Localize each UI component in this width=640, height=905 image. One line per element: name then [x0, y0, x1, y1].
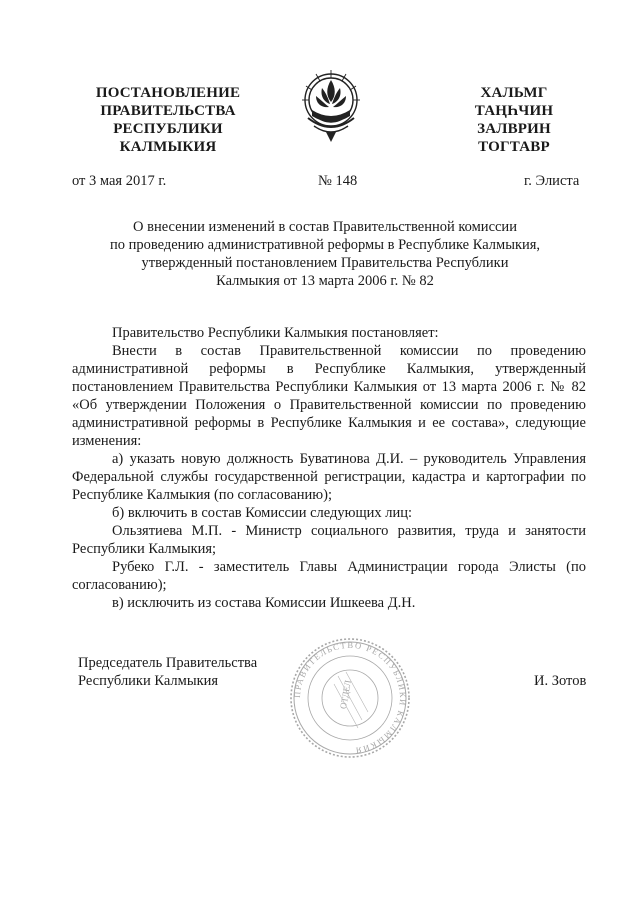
body-line: Республики Калмыкия;: [72, 541, 217, 557]
title-line: по проведению административной реформы в Республике Калмыкия,: [109, 237, 541, 253]
header-right-line: ЗАЛВРИН: [477, 121, 551, 137]
document-city: г. Элиста: [524, 173, 580, 189]
document-date: от 3 мая 2017 г.: [72, 173, 167, 189]
signature-position-line: Председатель Правительства: [78, 655, 258, 671]
header-right-line: ХАЛЬМГ: [480, 85, 548, 101]
body-line: Федеральной службы государственной регистрации, кадастра и картографии по: [72, 469, 586, 485]
header-left-line: ПРАВИТЕЛЬСТВА: [100, 103, 236, 119]
document-title: [60, 218, 590, 290]
body-line: «Об утверждении Положения о Правительственной комиссии по проведению: [72, 397, 586, 413]
body-line: изменения:: [72, 433, 142, 449]
official-seal-icon: [288, 636, 412, 760]
body-line: административной реформы в Республике Калмыкия, утвержденный: [72, 361, 586, 377]
header-left-line: РЕСПУБЛИКИ: [113, 121, 223, 137]
seal-inner-text: ОТДЕЛ: [338, 679, 353, 710]
coat-of-arms-icon: [300, 66, 362, 144]
header-right-line: ТОГТАВР: [478, 139, 550, 155]
title-line: О внесении изменений в состав Правительственной комиссии: [133, 219, 517, 235]
body-line: б) включить в состав Комиссии следующих лиц:: [112, 505, 413, 521]
body-line: Рубеко Г.Л. - заместитель Главы Администрации города Элисты (по: [112, 559, 586, 575]
signature-position: [78, 654, 257, 690]
body-line: согласованию);: [72, 577, 167, 593]
body-line: административной реформы в Республике Калмыкия и ее состава», следующие: [72, 415, 586, 431]
document-number: № 148: [318, 173, 358, 189]
signature-position-line: Республики Калмыкия: [78, 673, 219, 689]
document-body: [72, 324, 586, 612]
header-right-title: [464, 84, 564, 156]
seal-text: ПРАВИТЕЛЬСТВО РЕСПУБЛИКИ КАЛМЫКИЯ: [291, 639, 409, 756]
title-line: утвержденный постановлением Правительства Республики: [141, 255, 509, 271]
body-line: а) указать новую должность Буватинова Д.И. – руководитель Управления: [112, 451, 586, 467]
header-right-line: ТАҢҺЧИН: [474, 103, 554, 119]
body-line: постановлением Правительства Республики Калмыкия от 13 марта 2006 г. № 82: [72, 379, 586, 395]
header-left-line: КАЛМЫКИЯ: [119, 139, 217, 155]
signature-name: И. Зотов: [534, 673, 587, 689]
body-line: Правительство Республики Калмыкия постановляет:: [112, 325, 439, 341]
body-line: Ользятиева М.П. - Министр социального развития, труда и занятости: [112, 523, 586, 539]
body-line: в) исключить из состава Комиссии Ишкеева Д.Н.: [112, 595, 416, 611]
header-left-title: [88, 84, 248, 156]
title-line: Калмыкия от 13 марта 2006 г. № 82: [216, 273, 434, 289]
body-line: Республике Калмыкия (по согласованию);: [72, 487, 332, 503]
body-line: Внести в состав Правительственной комиссии по проведению: [112, 343, 586, 359]
header-left-line: ПОСТАНОВЛЕНИЕ: [95, 85, 241, 101]
